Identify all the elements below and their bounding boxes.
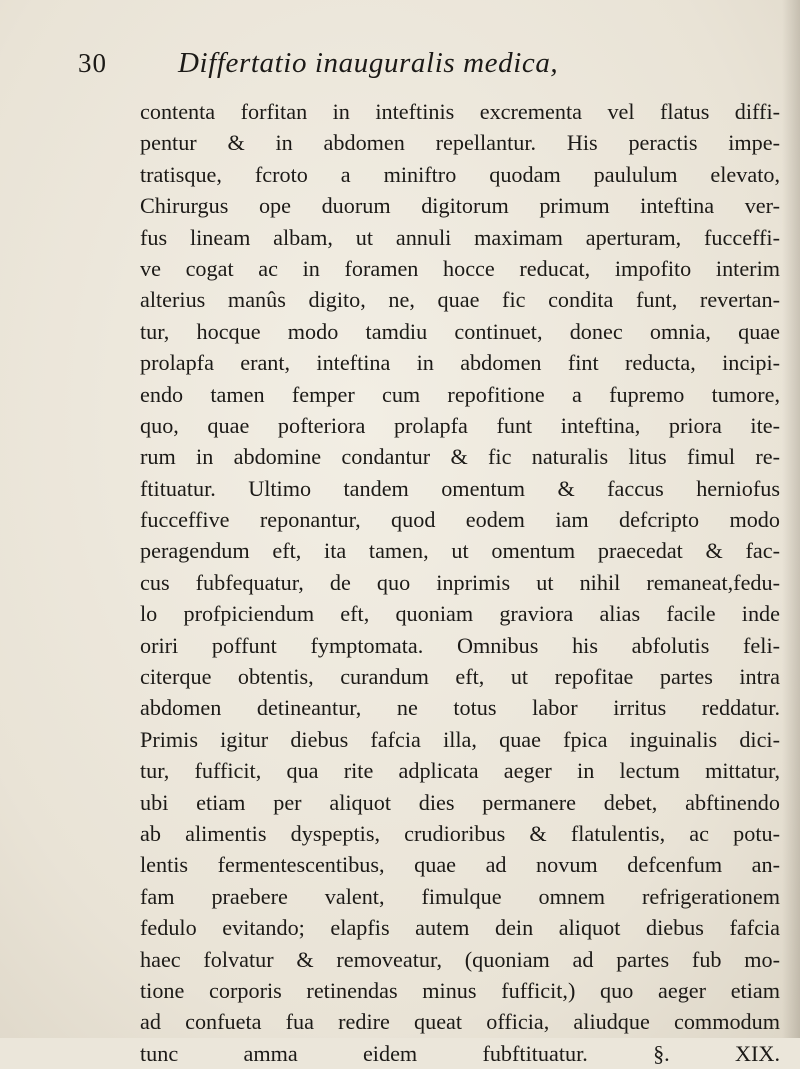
text-line: pentur & in abdomen repellantur. His peractis impe- bbox=[140, 130, 780, 156]
text-line: endo tamen femper cum repofitione a fupremo tumore, bbox=[140, 381, 780, 407]
page-edge-shadow bbox=[782, 0, 800, 1038]
text-line: prolapfa erant, inteftina in abdomen fint reducta, incipi- bbox=[140, 350, 780, 376]
text-line: cus fubfequatur, de quo inprimis ut nihil remaneat,fedu- bbox=[140, 569, 780, 595]
text-line: fucceffive reponantur, quod eodem iam defcripto modo bbox=[140, 507, 780, 533]
body-text bbox=[140, 96, 780, 1069]
text-line: rum in abdomine condantur & fic naturalis litus fimul re- bbox=[140, 444, 780, 470]
text-line: fedulo evitando; elapfis autem dein aliquot diebus fafcia bbox=[140, 915, 780, 941]
text-line: ftituatur. Ultimo tandem omentum & faccus herniofus bbox=[140, 475, 780, 501]
text-line: citerque obtentis, curandum eft, ut repofitae partes intra bbox=[140, 664, 780, 690]
text-line: peragendum eft, ita tamen, ut omentum praecedat & fac- bbox=[140, 538, 780, 564]
page-header bbox=[78, 48, 718, 88]
text-line: fus lineam albam, ut annuli maximam aperturam, fucceffi- bbox=[140, 224, 780, 250]
page-number: 30 bbox=[78, 48, 107, 78]
text-line: ve cogat ac in foramen hocce reducat, impofito interim bbox=[140, 255, 780, 281]
text-line: tur, hocque modo tamdiu continuet, donec omnia, quae bbox=[140, 318, 780, 344]
text-line: ubi etiam per aliquot dies permanere debet, abftinendo bbox=[140, 789, 780, 815]
text-line: tur, fufficit, qua rite adplicata aeger in lectum mittatur, bbox=[140, 758, 780, 784]
text-line: lentis fermentescentibus, quae ad novum defcenfum an- bbox=[140, 852, 780, 878]
text-line: Chirurgus ope duorum digitorum primum inteftina ver- bbox=[140, 193, 780, 219]
text-line: haec folvatur & removeatur, (quoniam ad partes fub mo- bbox=[140, 946, 780, 972]
text-line: fam praebere valent, fimulque omnem refrigerationem bbox=[140, 883, 780, 909]
text-line: ad confueta fua redire queat officia, aliudque commodum bbox=[140, 1009, 780, 1035]
text-line: quo, quae pofteriora prolapfa funt inteftina, priora ite- bbox=[140, 412, 780, 438]
text-line: lo profpiciendum eft, quoniam graviora alias facile inde bbox=[140, 601, 780, 627]
text-line: tunc amma eidem fubftituatur. §. XIX. bbox=[140, 1040, 780, 1066]
running-title: Differtatio inauguralis medica, bbox=[178, 47, 559, 79]
text-line: tratisque, fcroto a miniftro quodam paululum elevato, bbox=[140, 161, 780, 187]
text-line: Primis igitur diebus fafcia illa, quae fpica inguinalis dici- bbox=[140, 726, 780, 752]
text-line: oriri poffunt fymptomata. Omnibus his abfolutis feli- bbox=[140, 632, 780, 658]
text-line: tione corporis retinendas minus fufficit,) quo aeger etiam bbox=[140, 977, 780, 1003]
text-line: alterius manûs digito, ne, quae fic condita funt, revertan- bbox=[140, 287, 780, 313]
text-line: contenta forfitan in inteftinis excrementa vel flatus diffi- bbox=[140, 99, 780, 124]
text-line: ab alimentis dyspeptis, crudioribus & flatulentis, ac potu- bbox=[140, 820, 780, 846]
text-line: abdomen detineantur, ne totus labor irritus reddatur. bbox=[140, 695, 780, 721]
